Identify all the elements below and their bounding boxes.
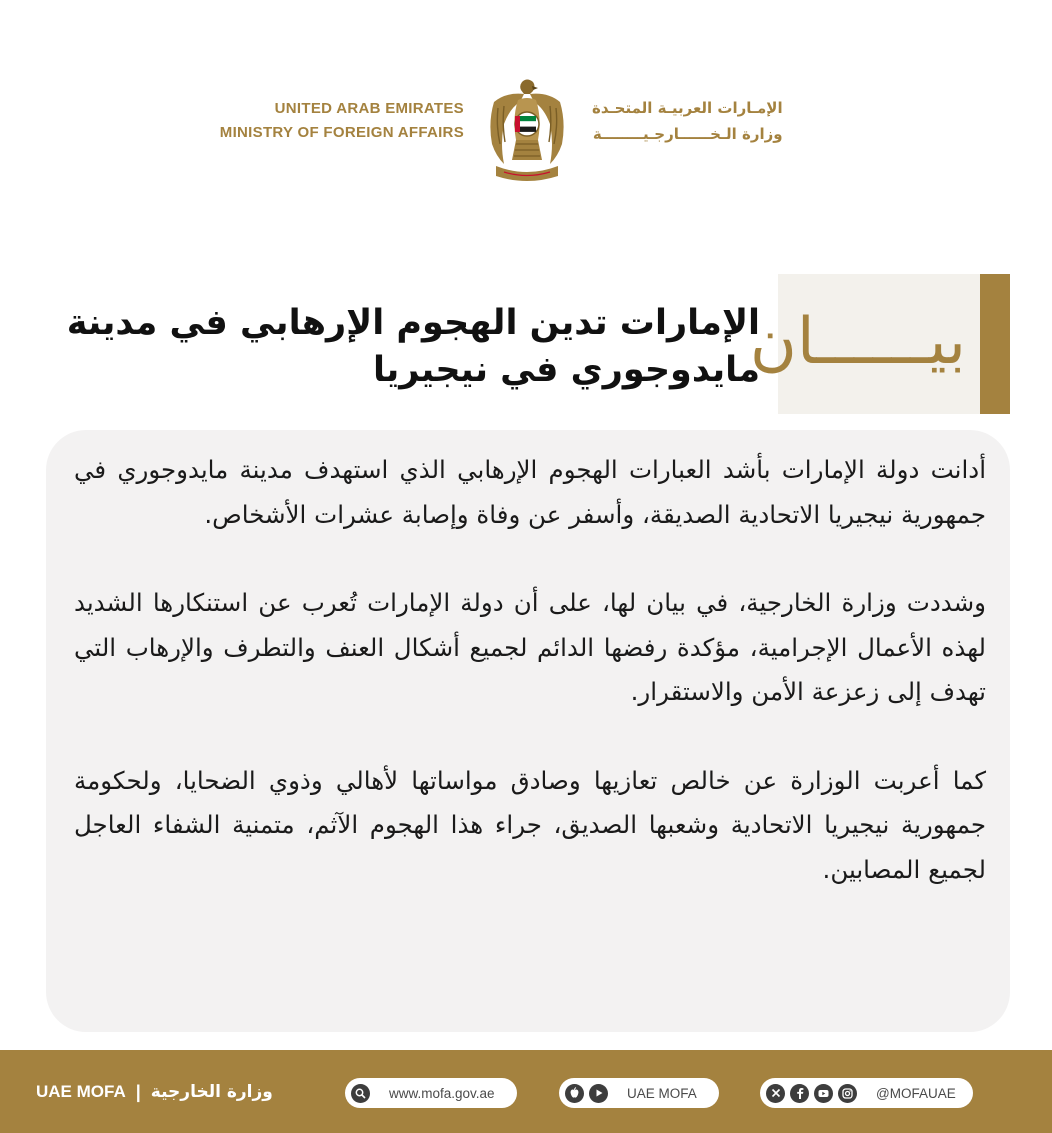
body-paragraph: أدانت دولة الإمارات بأشد العبارات الهجوم الإرهابي الذي استهدف مدينة مايدوجوري في جمهورية نيجيريا الاتحادية الصديقة، وأسفر عن وفاة وإصابة عشرات الأشخاص.: [74, 455, 986, 529]
statement-body-card: [46, 430, 1010, 1032]
brand-separator: |: [135, 1081, 141, 1102]
social-handle: @MOFAUAE: [876, 1085, 956, 1101]
statement-label-box: [749, 274, 1010, 414]
uae-falcon-emblem-icon: [486, 78, 568, 186]
social-links[interactable]: [760, 1078, 973, 1108]
country-name-en: UNITED ARAB EMIRATES: [274, 100, 464, 117]
ministry-name-en: MINISTRY OF FOREIGN AFFAIRS: [219, 124, 464, 141]
ministry-name-ar: وزارة الـخــــــارجـيــــــــة: [592, 125, 783, 143]
letterhead-arabic: [592, 95, 783, 147]
instagram-icon[interactable]: [838, 1084, 857, 1103]
brand-name-en: UAE MOFA: [36, 1082, 126, 1101]
statement-headline: الإمارات تدين الهجوم الإرهابي في مدينة مايدوجوري في نيجيريا: [66, 303, 760, 390]
statement-label: بيــــــان: [749, 305, 966, 379]
app-store-links[interactable]: [559, 1078, 719, 1108]
youtube-icon[interactable]: [814, 1084, 833, 1103]
footer-brand: [36, 1079, 273, 1105]
body-paragraph: كما أعربت الوزارة عن خالص تعازيها وصادق مواساتها لأهالي وذوي الضحايا، ولحكومة جمهورية نيجيريا الاتحادية وشعبها الصديق، جراء هذا الهجوم الآثم، متمنية الشفاء العاجل لجميع المصابين.: [74, 765, 986, 884]
brand-name-ar: وزارة الخارجية: [150, 1082, 273, 1102]
footer-bar: [0, 1050, 1052, 1133]
website-url: www.mofa.gov.ae: [389, 1085, 495, 1101]
accent-bar: [980, 274, 1010, 414]
letterhead-english: [220, 97, 464, 145]
statement-title-block: [0, 274, 1052, 414]
play-store-icon[interactable]: [589, 1084, 608, 1103]
body-paragraph: وشددت وزارة الخارجية، في بيان لها، على أن دولة الإمارات تُعرب عن استنكارها الشديد لهذه الأعمال الإجرامية، مؤكدة رفضها الدائم لجميع أشكال العنف والتطرف والإرهاب التي تهدف إلى زعزعة الأمن والاستقرار.: [74, 588, 986, 706]
statement-body: [74, 448, 986, 892]
apple-icon[interactable]: [565, 1084, 584, 1103]
letterhead: [0, 70, 1052, 190]
x-icon[interactable]: [766, 1084, 785, 1103]
website-link[interactable]: [345, 1078, 517, 1108]
facebook-icon[interactable]: [790, 1084, 809, 1103]
search-icon: [351, 1084, 370, 1103]
country-name-ar: الإمـارات العربيـة المتحـدة: [592, 99, 783, 117]
app-name: UAE MOFA: [627, 1085, 697, 1101]
